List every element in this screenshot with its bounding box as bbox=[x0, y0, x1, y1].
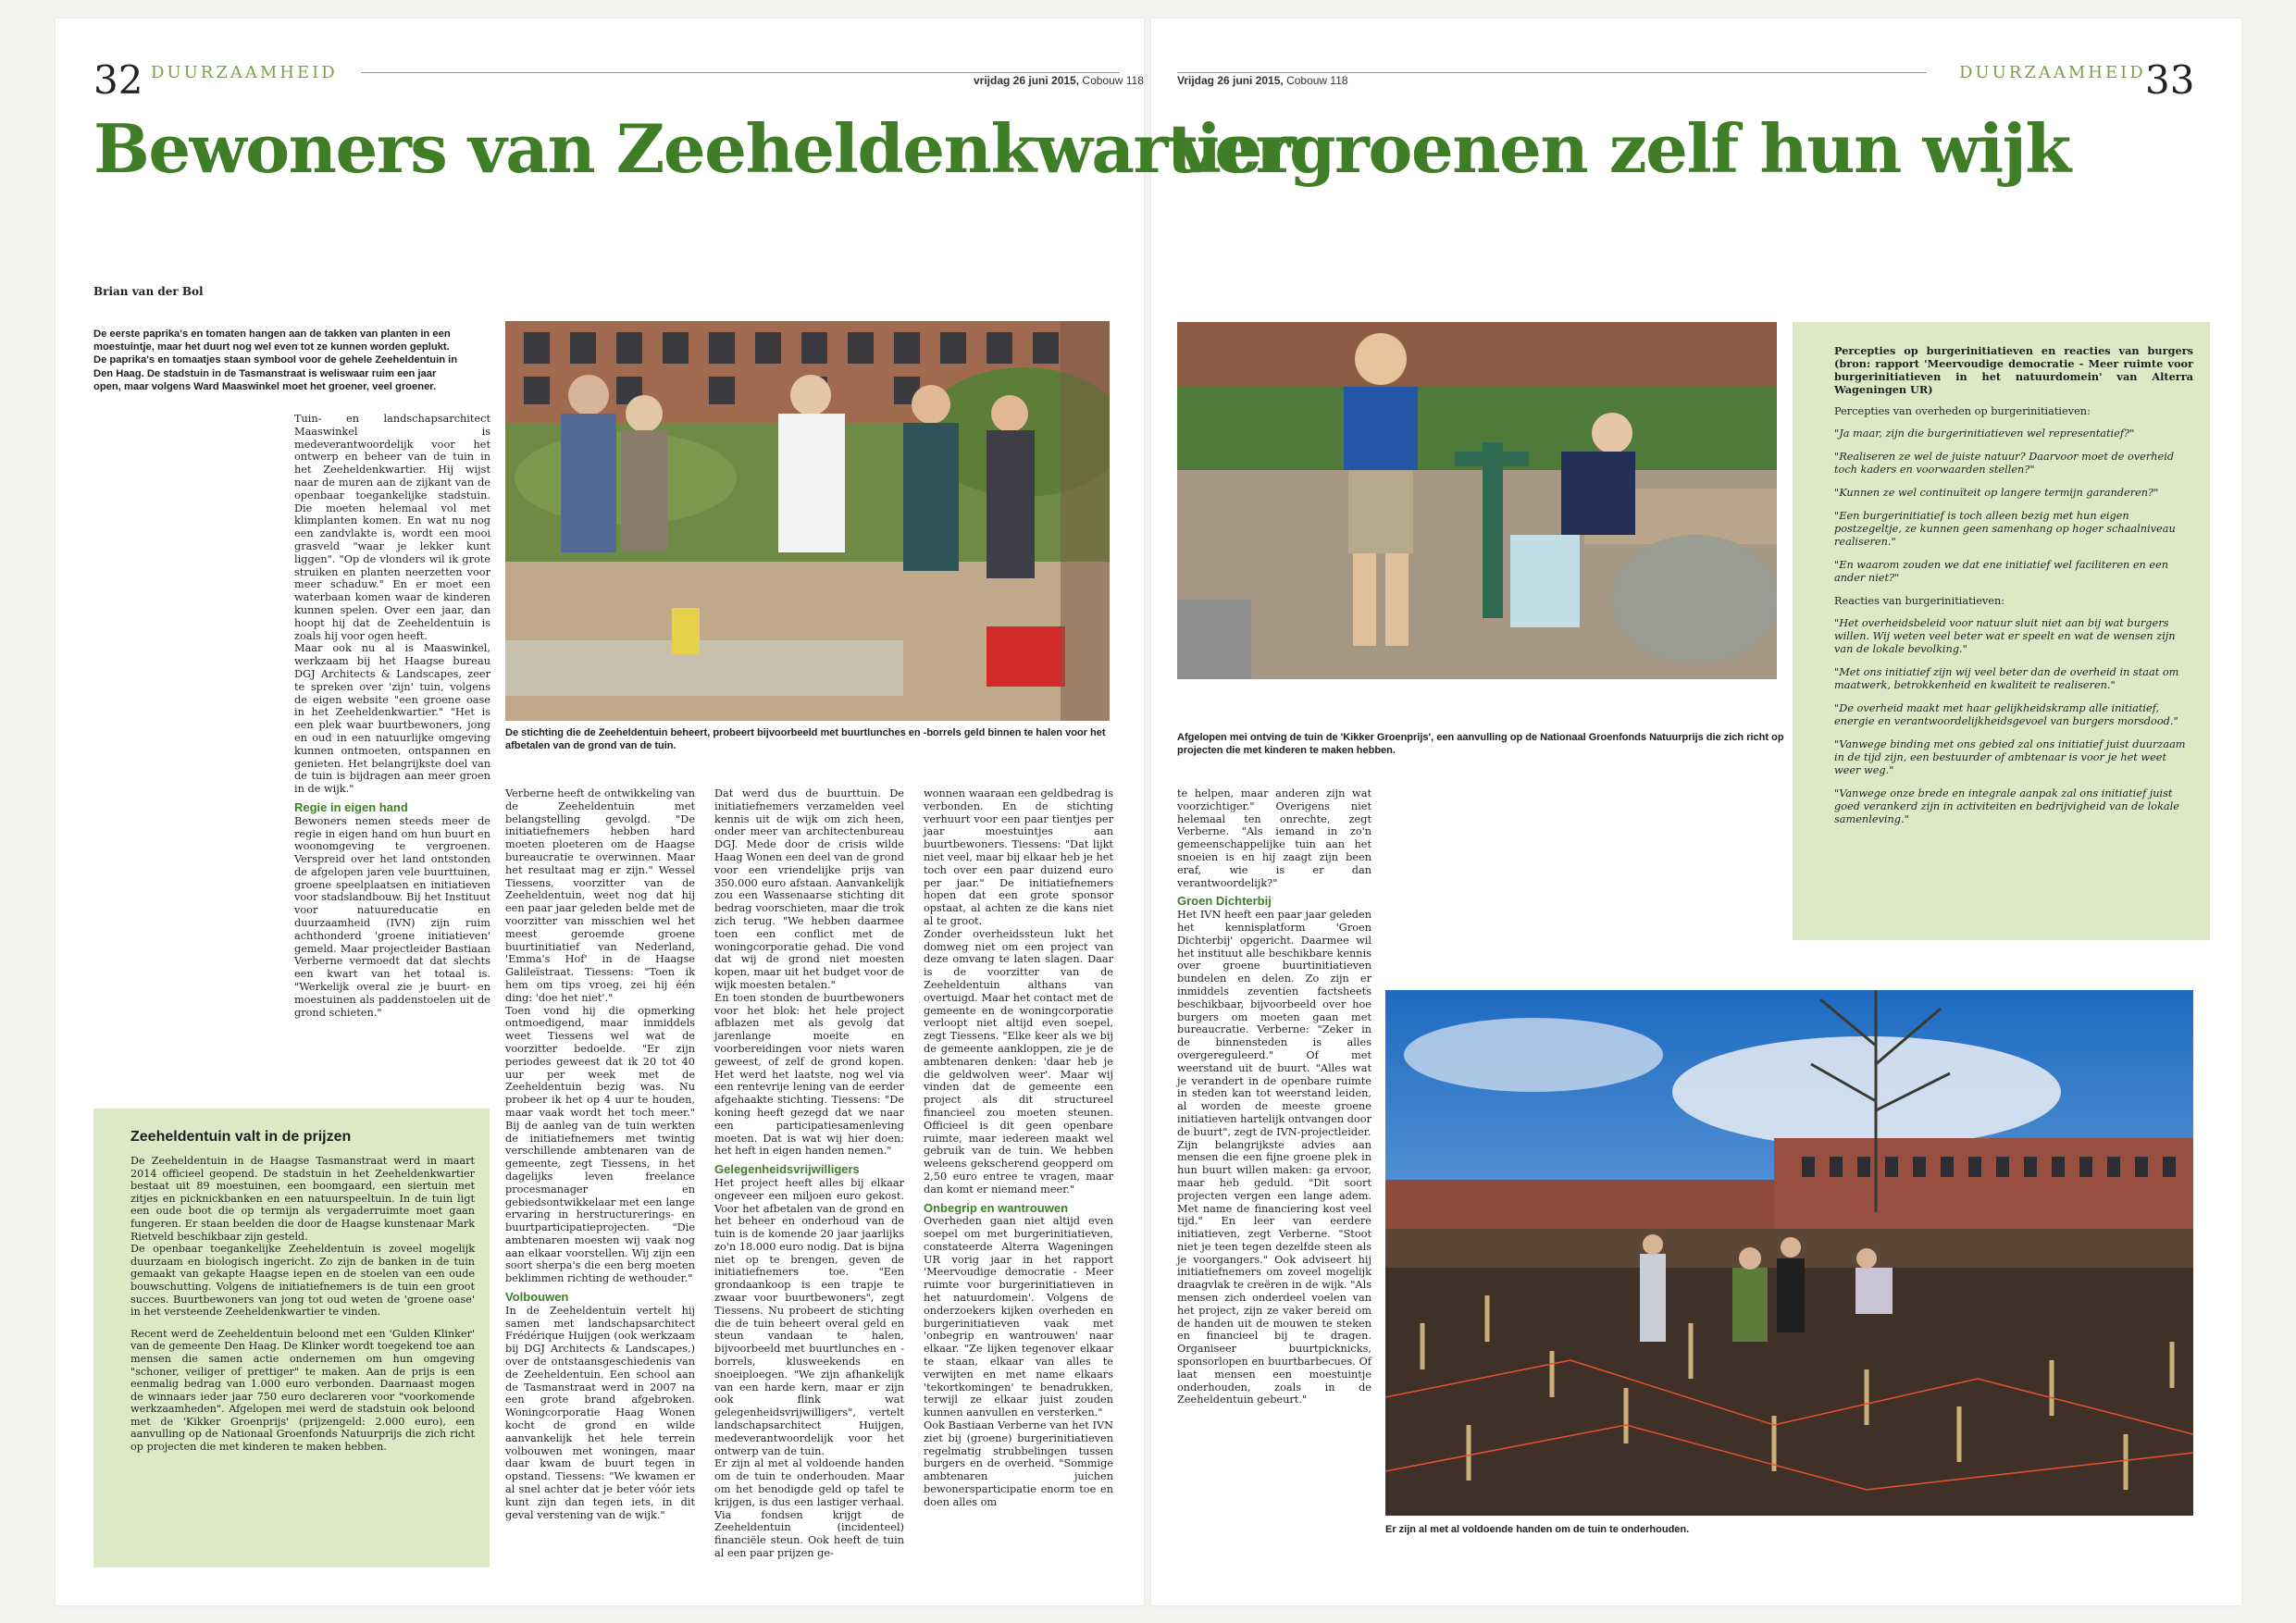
paragraph: wonnen waaraan een geldbedrag is verbonden. En de stichting verhuurt voor een paar tientjes per jaar moestuintjes aan buurtbewoners. Tiessens: "Dat lijkt niet veel, maar bij elkaar heb je het toch over een paar duizend euro per jaar." De initiatiefnemers hopen dat een grote sponsor opstaat, al achten ze die kans niet al te groot. bbox=[924, 787, 1113, 927]
reactie-quote: "Met ons initiatief zijn wij veel beter dan de overheid in staat om maatwerk, betrokkenheid en kwaliteit te realiseren." bbox=[1834, 666, 2179, 691]
paragraph: De openbaar toegankelijke Zeeheldentuin is zoveel mogelijk duurzaam en biologisch ingericht. Zo zijn de banken in de tuin gemaakt van gekapte Haagse iepen en de stoelen van een oude bouwschutting. Volgens de initiatiefnemers is de tuin een groot succes. Buurtbewoners van jong tot oud weten de 'groene oase' in het versteende Zeeheldenkwartier te vinden. bbox=[130, 1243, 475, 1319]
paragraph: De Zeeheldentuin in de Haagse Tasmanstraat werd in maart 2014 officieel geopend. De stadstuin in het Zeeheldenkwartier bestaat uit 89 moestuinen, een boomgaard, een siertuin met zitjes en picknickbanken en een natuurspeeltuin. In de tuin ligt een oude boot die op termijn als vergaderruimte moet gaan fungeren. Er staan beelden die door de Haagse kunstenaar Mark Rietveld beschikbaar zijn gesteld. bbox=[130, 1155, 475, 1243]
paragraph: Toen vond hij die opmerking ontmoedigend, maar inmiddels weet Tiessens wel wat de voorzitter bedoelde. "Er zijn periodes geweest dat ik 20 tot 40 uur per week met de Zeeheldentuin bezig was. Nu probeer ik het op 4 uur te houden, maar vaak wordt het toch meer." Bij de aanleg van de tuin werkten de initiatiefnemers met twintig verschillende ambtenaren van de gemeente, zegt Tiessens, in het dagelijks leven freelance procesmanager en gebiedsontwikkelaar met een lange ervaring in herstructurerings- en buurtparticipatieprojecten. "Die ambtenaren moesten wij vaak nog aan elkaar voorstellen. Wij zijn een soort sherpa's die een berg moeten beklimmen richting de wethouder." bbox=[505, 1004, 695, 1285]
article-column-5 bbox=[1177, 787, 1371, 1406]
paragraph: Dat werd dus de buurttuin. De initiatiefnemers verzamelden veel kennis uit de wijk om zich heen, onder meer van architectenbureau DGJ. Mede door de crisis wilde Haag Wonen een deel van de grond voor een vriendelijke prijs van 350.000 euro afstaan. Aanvankelijk zou een Wassenaarse stichting dit bedrag voorschieten, maar die trok zich terug. "We hebben daarmee toen een conflict met de woningcorporatie gehad. Die vond dat wij de grond niet moesten kopen, maar uit het budget voor de wijk moesten betalen." bbox=[714, 787, 904, 991]
percepties-quote: "Een burgerinitiatief is toch alleen bezig met hun eigen postzegeltje, ze kunnen geen samenhang op hoger schaalniveau realiseren." bbox=[1834, 510, 2176, 548]
reactie-quote: "De overheid maakt met haar gelijkheidskramp alle initiatief, energie en verantwoordelijkheidsgevoel van burgers morsdood." bbox=[1834, 702, 2178, 727]
subheading-groen-dichterbij: Groen Dichterbij bbox=[1177, 894, 1272, 909]
percepties-quote: "Ja maar, zijn die burgerinitiatieven wel representatief?" bbox=[1834, 427, 2135, 440]
article-column-1 bbox=[294, 413, 490, 1019]
subheading-onbegrip: Onbegrip en wantrouwen bbox=[924, 1200, 1069, 1215]
paragraph: Verberne heeft de ontwikkeling van de Zeeheldentuin met belangstelling gevolgd. "De initiatiefnemers hebben hard moeten ploeteren om de Haagse bureaucratie te overwinnen. Maar het resultaat mag er zijn." Wessel Tiessens, voorzitter van de Zeeheldentuin, weet nog dat hij een paar jaar geleden belde met de voorzitter van misschien wel het meest geroemde groene buurtinitiatief van Nederland, 'Emma's Hof' in de Haagse Galileïstraat. Tiessens: "Toen ik hem om tips vroeg, zei hij één ding: 'doe het niet'." bbox=[505, 787, 695, 1004]
percepties-heading-reacties: Reacties van burgerinitiatieven: bbox=[1834, 595, 2005, 607]
subheading-gelegenheidsvrijwilligers: Gelegenheidsvrijwilligers bbox=[714, 1162, 860, 1177]
right-dateline: Vrijdag 26 juni 2015, Cobouw 118 bbox=[1177, 74, 1348, 87]
photo-kids-water-pump bbox=[1177, 322, 1777, 679]
sidebar-box-percepties bbox=[1793, 322, 2210, 940]
percepties-title: Percepties op burgerinitiatieven en reacties van burgers (bron: rapport 'Meervoudige democratie - Meer ruimte voor burgerinitiatieven in het natuurdomein' van Alterra Wageningen UR) bbox=[1834, 344, 2193, 396]
sidebar-box-prijzen bbox=[93, 1109, 490, 1567]
right-page-number: 33 bbox=[2145, 57, 2195, 103]
left-section-label: DUURZAAMHEID bbox=[151, 63, 338, 82]
paragraph: Overheden gaan niet altijd even soepel om met burgerinitiatieven, constateerde Alterra Wageningen UR vorig jaar in het rapport 'Meervoudige democratie - Meer ruimte voor burgerinitiatieven in het natuurdomein'. Volgens de onderzoekers kijken overheden en burgerinitiatieven vaak met 'onbegrip en wantrouwen' naar elkaar. "Ze lijken tegenover elkaar te staan, elkaar van alles te verwijten en met name elkaars 'tekortkomingen' te benadrukken, terwijl ze elkaar juist zouden kunnen aanvullen en versterken." bbox=[924, 1215, 1113, 1419]
paragraph: Recent werd de Zeeheldentuin beloond met een 'Gulden Klinker' van de gemeente Den Haag. De Klinker wordt toegekend toe aan mensen die samen actie ondernemen om hun omgeving "schoner, veiliger of prettiger" te maken. Aan de prijs is een eenmalig bedrag van 1.000 euro verbonden. Daarnaast mogen de winnaars ieder jaar 750 euro declareren voor "voorkomende werkzaamheden". Afgelopen mei werd de stadstuin ook beloond met de 'Kikker Groenprijs' (prijzengeld: 2.000 euro), een aanvulling op de Nationaal Groenfonds Natuurprijs die zich richt op projecten die met kinderen te maken hebben. bbox=[130, 1327, 475, 1454]
left-page-number: 32 bbox=[93, 57, 143, 103]
right-header-rule bbox=[1177, 72, 1927, 73]
reactie-quote: "Vanwege binding met ons gebied zal ons initiatief juist duurzaam in de tijd zijn, een bestuurder of ambtenaar is voor je het weet weer weg." bbox=[1834, 738, 2186, 776]
article-intro: De eerste paprika's en tomaten hangen aan de takken van planten in een moestuintje, maar het duurt nog wel even tot ze kunnen worden geplukt. De paprika's en tomaatjes staan symbool voor de gehele Zeeheldentuin in Den Haag. De stadstuin in de Tasmanstraat is weliswaar ruim een jaar open, maar volgens Ward Maaswinkel moet het groener, veel groener. bbox=[93, 328, 458, 392]
photo2-caption: Afgelopen mei ontving de tuin de 'Kikker Groenprijs', een aanvulling op de Nationaal Groenfonds Natuurprijs die zich richt op projecten die met kinderen te maken hebben. bbox=[1177, 732, 1784, 756]
paragraph: Tuin- en landschapsarchitect Maaswinkel is medeverantwoordelijk voor het ontwerp en beheer van de tuin in het Zeeheldenkwartier. Hij wijst naar de muren aan de zijkant van de openbaar toegankelijke stadstuin. Die moeten helemaal vol met klimplanten komen. En wat nu nog een zandvlakte is, wordt een mooi grasveld "waar je lekker kunt liggen". "Op de vlonders wil ik grote struiken en planten neerzetten voor meer schaduw." En er moet een waterbaan komen waar de kinderen kunnen spelen. Over een jaar, dan hoopt hij dat de Zeeheldentuin is zoals hij voor ogen heeft. bbox=[294, 413, 490, 642]
byline: Brian van der Bol bbox=[93, 285, 204, 298]
box-title: Zeeheldentuin valt in de prijzen bbox=[130, 1129, 352, 1145]
headline-left: Bewoners van Zeeheldenkwartier bbox=[93, 109, 1296, 188]
article-column-4 bbox=[924, 787, 1113, 1509]
percepties-heading-overheden: Percepties van overheden op burgerinitiatieven: bbox=[1834, 405, 2091, 417]
subheading-regie: Regie in eigen hand bbox=[294, 799, 408, 814]
paragraph: In de Zeeheldentuin vertelt hij samen met landschapsarchitect Frédérique Huijgen (ook werkzaam bij DGJ Architects & Landscapes,) over de ontstaansgeschiedenis van de Zeeheldentuin. Een school aan de Tasmanstraat werd in 2007 na een grote brand afgebroken. Woningcorporatie Haag Wonen kocht de grond en wilde aanvankelijk het hele terrein volbouwen met woningen, maar daar kwam de buurt tegen in opstand. Tiessens: "We kwamen er al snel achter dat je beter vóór iets kunt zijn dan tegen iets, in dit geval verstening van de wijk." bbox=[505, 1304, 695, 1521]
reactie-quote: "Het overheidsbeleid voor natuur sluit niet aan bij wat burgers willen. Wij weten veel beter wat er speelt en wat de wensen zijn van de lokale bevolking." bbox=[1834, 617, 2176, 655]
percepties-quote: "En waarom zouden we dat ene initiatief wel faciliteren en een ander niet?" bbox=[1834, 559, 2169, 584]
paragraph: Zonder overheidssteun lukt het domweg niet om een project van deze omvang te laten slagen. Daar is de voorzitter van de Zeeheldentuin althans van overtuigd. Maar het contact met de gemeente en de woningcorporatie verloopt niet altijd even soepel, zegt Tiessens. "Elke keer als we bij de gemeente aankloppen, zie je de ambtenaren denken: 'daar heb je die geldwolven weer'. Maar wij vinden dat de gemeente een project als dit structureel financieel zou moeten steunen. Officieel is dit geen openbare ruimte, maar iedereen maakt wel gebruik van de tuin. We hebben weleens gekscherend geopperd om 2,50 euro entree te vragen, maar dan komt er niemand meer." bbox=[924, 927, 1113, 1196]
paragraph: Het IVN heeft een paar jaar geleden het kennisplatform 'Groen Dichterbij' opgericht. Daarmee wil het instituut alle beschikbare kennis over groene buurtinitiatieven bundelen en delen. Zo zijn er inmiddels zeventien factsheets beschikbaar, bijvoorbeeld over hoe burgers om moeten gaan met bureaucratie. Verberne: "Zeker in de binnensteden is alles overgereguleerd." Of met weerstand uit de buurt. "Alles wat je verandert in de openbare ruimte in steden kan tot weerstand leiden, al worden de meeste groene initiatieven hartelijk ontvangen door de buurt", zegt de IVN-projectleider. bbox=[1177, 909, 1371, 1138]
headline-right: vergroenen zelf hun wijk bbox=[1177, 109, 2070, 188]
paragraph: Er zijn al met al voldoende handen om de tuin te onderhouden. Maar om het benodigde geld op tafel te krijgen, is dus een lastiger verhaal. Via fondsen krijgt de Zeeheldentuin (incidenteel) financiële steun. Ook heeft de tuin al een paar prijzen ge- bbox=[714, 1457, 904, 1560]
reactie-quote: "Vanwege onze brede en integrale aanpak zal ons initiatief juist goed verankerd zijn in activiteiten en bedrijvigheid van de lokale samenleving." bbox=[1834, 787, 2179, 825]
photo-garden-workers bbox=[1385, 990, 2193, 1516]
paragraph: te helpen, maar anderen zijn wat voorzichtiger." Overigens niet helemaal ten onrechte, zegt Verberne. "Als iemand in zo'n gemeenschappelijke tuin aan het snoeien is en hij zaagt zijn been eraf, wie is er dan verantwoordelijk?" bbox=[1177, 787, 1371, 889]
photo1-caption: De stichting die de Zeeheldentuin beheert, probeert bijvoorbeeld met buurtlunches en -borrels geld binnen te halen voor het afbetalen van de grond van de tuin. bbox=[505, 727, 1106, 751]
paragraph: Bewoners nemen steeds meer de regie in eigen hand om hun buurt en woonomgeving te vergroenen. Verspreid over het land ontstonden de afgelopen jaren vele buurttuinen, groene speelplaatsen en initiatieven voor stadslandbouw. Bij het Instituut voor natuureducatie en duurzaamheid (IVN) zijn ruim achthonderd 'groene initiatieven' gemeld. Maar projectleider Bastiaan Verberne vermoedt dat dat slechts een kwart van het totaal is. "Werkelijk overal zie je buurt- en moestuinen als paddenstoelen uit de grond schieten." bbox=[294, 814, 490, 1019]
photo-garden-lunch bbox=[505, 321, 1110, 721]
paragraph: En toen stonden de buurtbewoners voor het blok: het hele project afblazen met als gevolg dat jarenlange moeite en voorbereidingen voor niets waren geweest, of zelf de grond kopen. Het werd het laatste, nog wel via een rentevrije lening van de eerder afgehaakte stichting. Tiessens: "De koning heeft gezegd dat we naar een participatiesamenleving moeten. Dat is wat wij hier doen: het heft in eigen handen nemen." bbox=[714, 991, 904, 1158]
right-section-label: DUURZAAMHEID bbox=[1959, 63, 2146, 82]
paragraph: Maar ook nu al is Maaswinkel, werkzaam bij het Haagse bureau DGJ Architects & Landscapes, zeer te spreken over 'zijn' tuin, volgens de eigen website "een groene oase in het Zeeheldenkwartier." "Het is een plek waar buurtbewoners, jong en oud in een natuurlijke omgeving kunnen ontmoeten, ontspannen en genieten. Het belangrijkste doel van de tuin is bijdragen aan meer groen in de wijk." bbox=[294, 642, 490, 796]
percepties-quote: "Kunnen ze wel continuïteit op langere termijn garanderen?" bbox=[1834, 487, 2159, 499]
article-column-3 bbox=[714, 787, 904, 1560]
box-body bbox=[130, 1155, 475, 1454]
subheading-volbouwen: Volbouwen bbox=[505, 1290, 569, 1305]
paragraph: Ook Bastiaan Verberne van het IVN ziet bij (groene) burgerinitiatieven regelmatig strubbelingen tussen burgers en de overheid. "Sommige ambtenaren juichen bewonersparticipatie enorm toe en doen alles om bbox=[924, 1419, 1113, 1508]
percepties-quote: "Realiseren ze wel de juiste natuur? Daarvoor moet de overheid toch kaders en voorwaarden stellen?" bbox=[1834, 451, 2175, 476]
paragraph: Het project heeft alles bij elkaar ongeveer een miljoen euro gekost. Voor het afbetalen van de grond en het beheer en onderhoud van de tuin is de komende 20 jaar jaarlijks zo'n 18.000 euro nodig. Dat is bijna niet op te brengen, geven de initiatiefnemers toe. "Een grondaankoop is een trapje te zwaar voor buurtbewoners", zegt Tiessens. Nu probeert de stichting die de tuin beheert overal geld en steun vandaan te halen, bijvoorbeeld met buurtlunches en -borrels, klusweekends en snoeiploegen. "We zijn afhankelijk van een harde kern, maar er zijn ook flink wat gelegenheidsvrijwilligers", vertelt landschapsarchitect Huijgen, medeverantwoordelijk voor het ontwerp van de tuin. bbox=[714, 1176, 904, 1457]
article-column-2 bbox=[505, 787, 695, 1521]
left-header-rule bbox=[361, 72, 1120, 73]
left-dateline: vrijdag 26 juni 2015, Cobouw 118 bbox=[974, 74, 1144, 87]
photo3-caption: Er zijn al met al voldoende handen om de tuin te onderhouden. bbox=[1385, 1524, 1690, 1535]
paragraph: Zijn belangrijkste advies aan mensen die een fijne groene plek in hun buurt willen maken: ga ervoor, maar heb geduld. "Dit soort projecten vergen een lange adem. Met name de financiering kost veel tijd." En leer van eerdere initiatieven, zegt Verberne. "Stoot niet je teen tegen dezelfde steen als je voorgangers." Ook adviseert hij initiatiefnemers om zoveel mogelijk draagvlak te creëren in de wijk. "Als mensen zich onderdeel voelen van het project, zijn ze vaker bereid om de handen uit de mouwen te steken en financieel bij te dragen. Organiseer buurtpicknicks, sponsorlopen en buurtbarbecues. Of laat mensen een moestuintje onderhouden, zoals in de Zeeheldentuin gebeurt." bbox=[1177, 1138, 1371, 1406]
